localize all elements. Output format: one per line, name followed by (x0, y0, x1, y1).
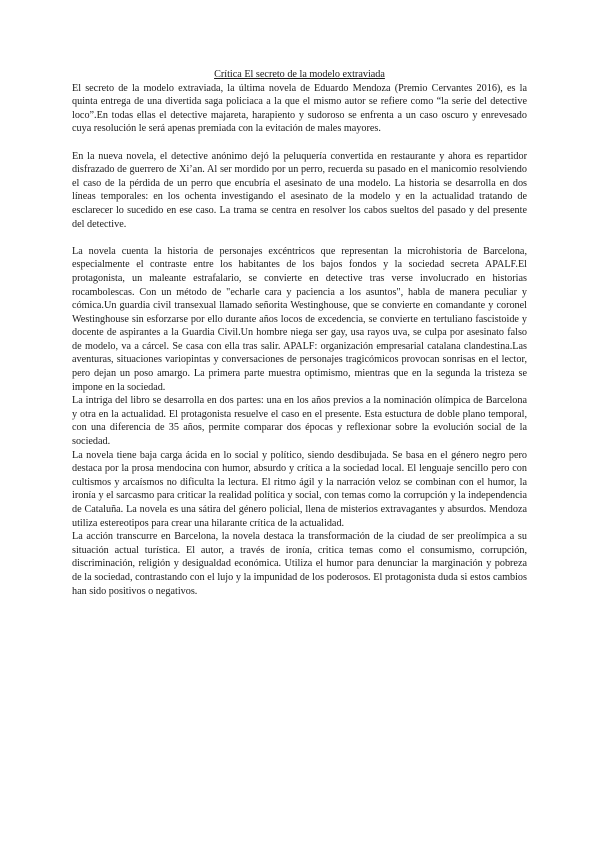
paragraph-intro: El secreto de la modelo extraviada, la última novela de Eduardo Mendoza (Premio Cervantes 2016), es la quinta entrega de una divertida saga policiaca a la que el mismo autor se refiere como “la serie del detective loco”.En todas ellas el detective majareta, harapiento y sudoroso se enfrenta a un caso oscuro y enrevesado cuya resolución le será apenas premiada con la evitación de males mayores. (72, 82, 527, 135)
document-title: Crítica El secreto de la modelo extraviada (214, 69, 385, 80)
paragraph-plot: En la nueva novela, el detective anónimo dejó la peluquería convertida en restaurante y ahora es repartidor disfrazado de guerrero de Xi’an. Al ser mordido por un perro, recuerda su pasado en el manicomio resolviendo el caso de la pérdida de un perro que encubría el asesinato de una modelo. La historia se desarrolla en dos líneas temporales: en los ochenta investigando el asesinato de la modelo y en la actualidad tratando de esclarecer lo sucedido en ese caso. La trama se centra en resolver los cabos sueltos del pasado y del presente del detective. (72, 150, 527, 230)
document-body (72, 68, 527, 598)
paragraph-structure: La intriga del libro se desarrolla en dos partes: una en los años previos a la nominación olímpica de Barcelona y otra en la actualidad. El protagonista resuelve el caso en el presente. Esta estuctura de doble plano temporal, con una diferencia de 35 años, permite comparar dos épocas y reflexionar sobre la evolución social de la sociedad. (72, 395, 527, 448)
paragraph-characters: La novela cuenta la historia de personajes excéntricos que representan la microhistoria de Barcelona, especialmente el contraste entre los habitantes de los bajos fondos y la sociedad secreta APALF.El protagonista, un maleante estrafalario, se convierte en detective tras verse involucrado en historias rocambolescas. Con un método de "echarle cara y paciencia a los asuntos", habla de manera peculiar y cómica.Un guardia civil transexual llamado señorita Westinghouse, que se convierte en comandante y coronel Westinghouse sin esforzarse por ello durante años locos de excedencia, se convierte en tertuliano fascistoide y docente de aspirantes a la Guardia Civil.Un hombre niega ser gay, usa rayos uva, se culpa por asesinato falso de modelo, va a cárcel. Se casa con ella tras salir. APALF: organización empresarial catalana clandestina.Las aventuras, situaciones variopintas y conversaciones de personajes tragicómicos provocan sonrisas en el lector, pero dejan un poso amargo. La primera parte muestra optimismo, mientras que en la segunda la tristeza se impone en la sociedad. (72, 245, 527, 393)
paragraph-style: La novela tiene baja carga ácida en lo social y político, siendo desdibujada. Se basa en el género negro pero destaca por la prosa mendocina con humor, absurdo y crítica a la sociedad local. El lenguaje sencillo pero con cultismos y arcaísmos no dificulta la lectura. El ritmo ágil y la narración veloz se combinan con el humor, la ironía y el sarcasmo para criticar la realidad política y social, con temas como la corrupción y la independencia de Cataluña. La novela es una sátira del género policial, llena de misterios extravagantes y absurdos. Mendoza utiliza estereotipos para crear una hilarante crítica de la actualidad. (72, 449, 527, 529)
paragraph-setting: La acción transcurre en Barcelona, la novela destaca la transformación de la ciudad de ser preolímpica a su situación actual turística. El autor, a través de ironía, critica temas como el consumismo, corrupción, discriminación, religión y desigualdad económica. Utiliza el humor para denunciar la marginación y pobreza de la sociedad, contrastando con el lujo y la impunidad de los poderosos. El protagonista duda si estos cambios han sido positivos o negativos. (72, 531, 527, 597)
